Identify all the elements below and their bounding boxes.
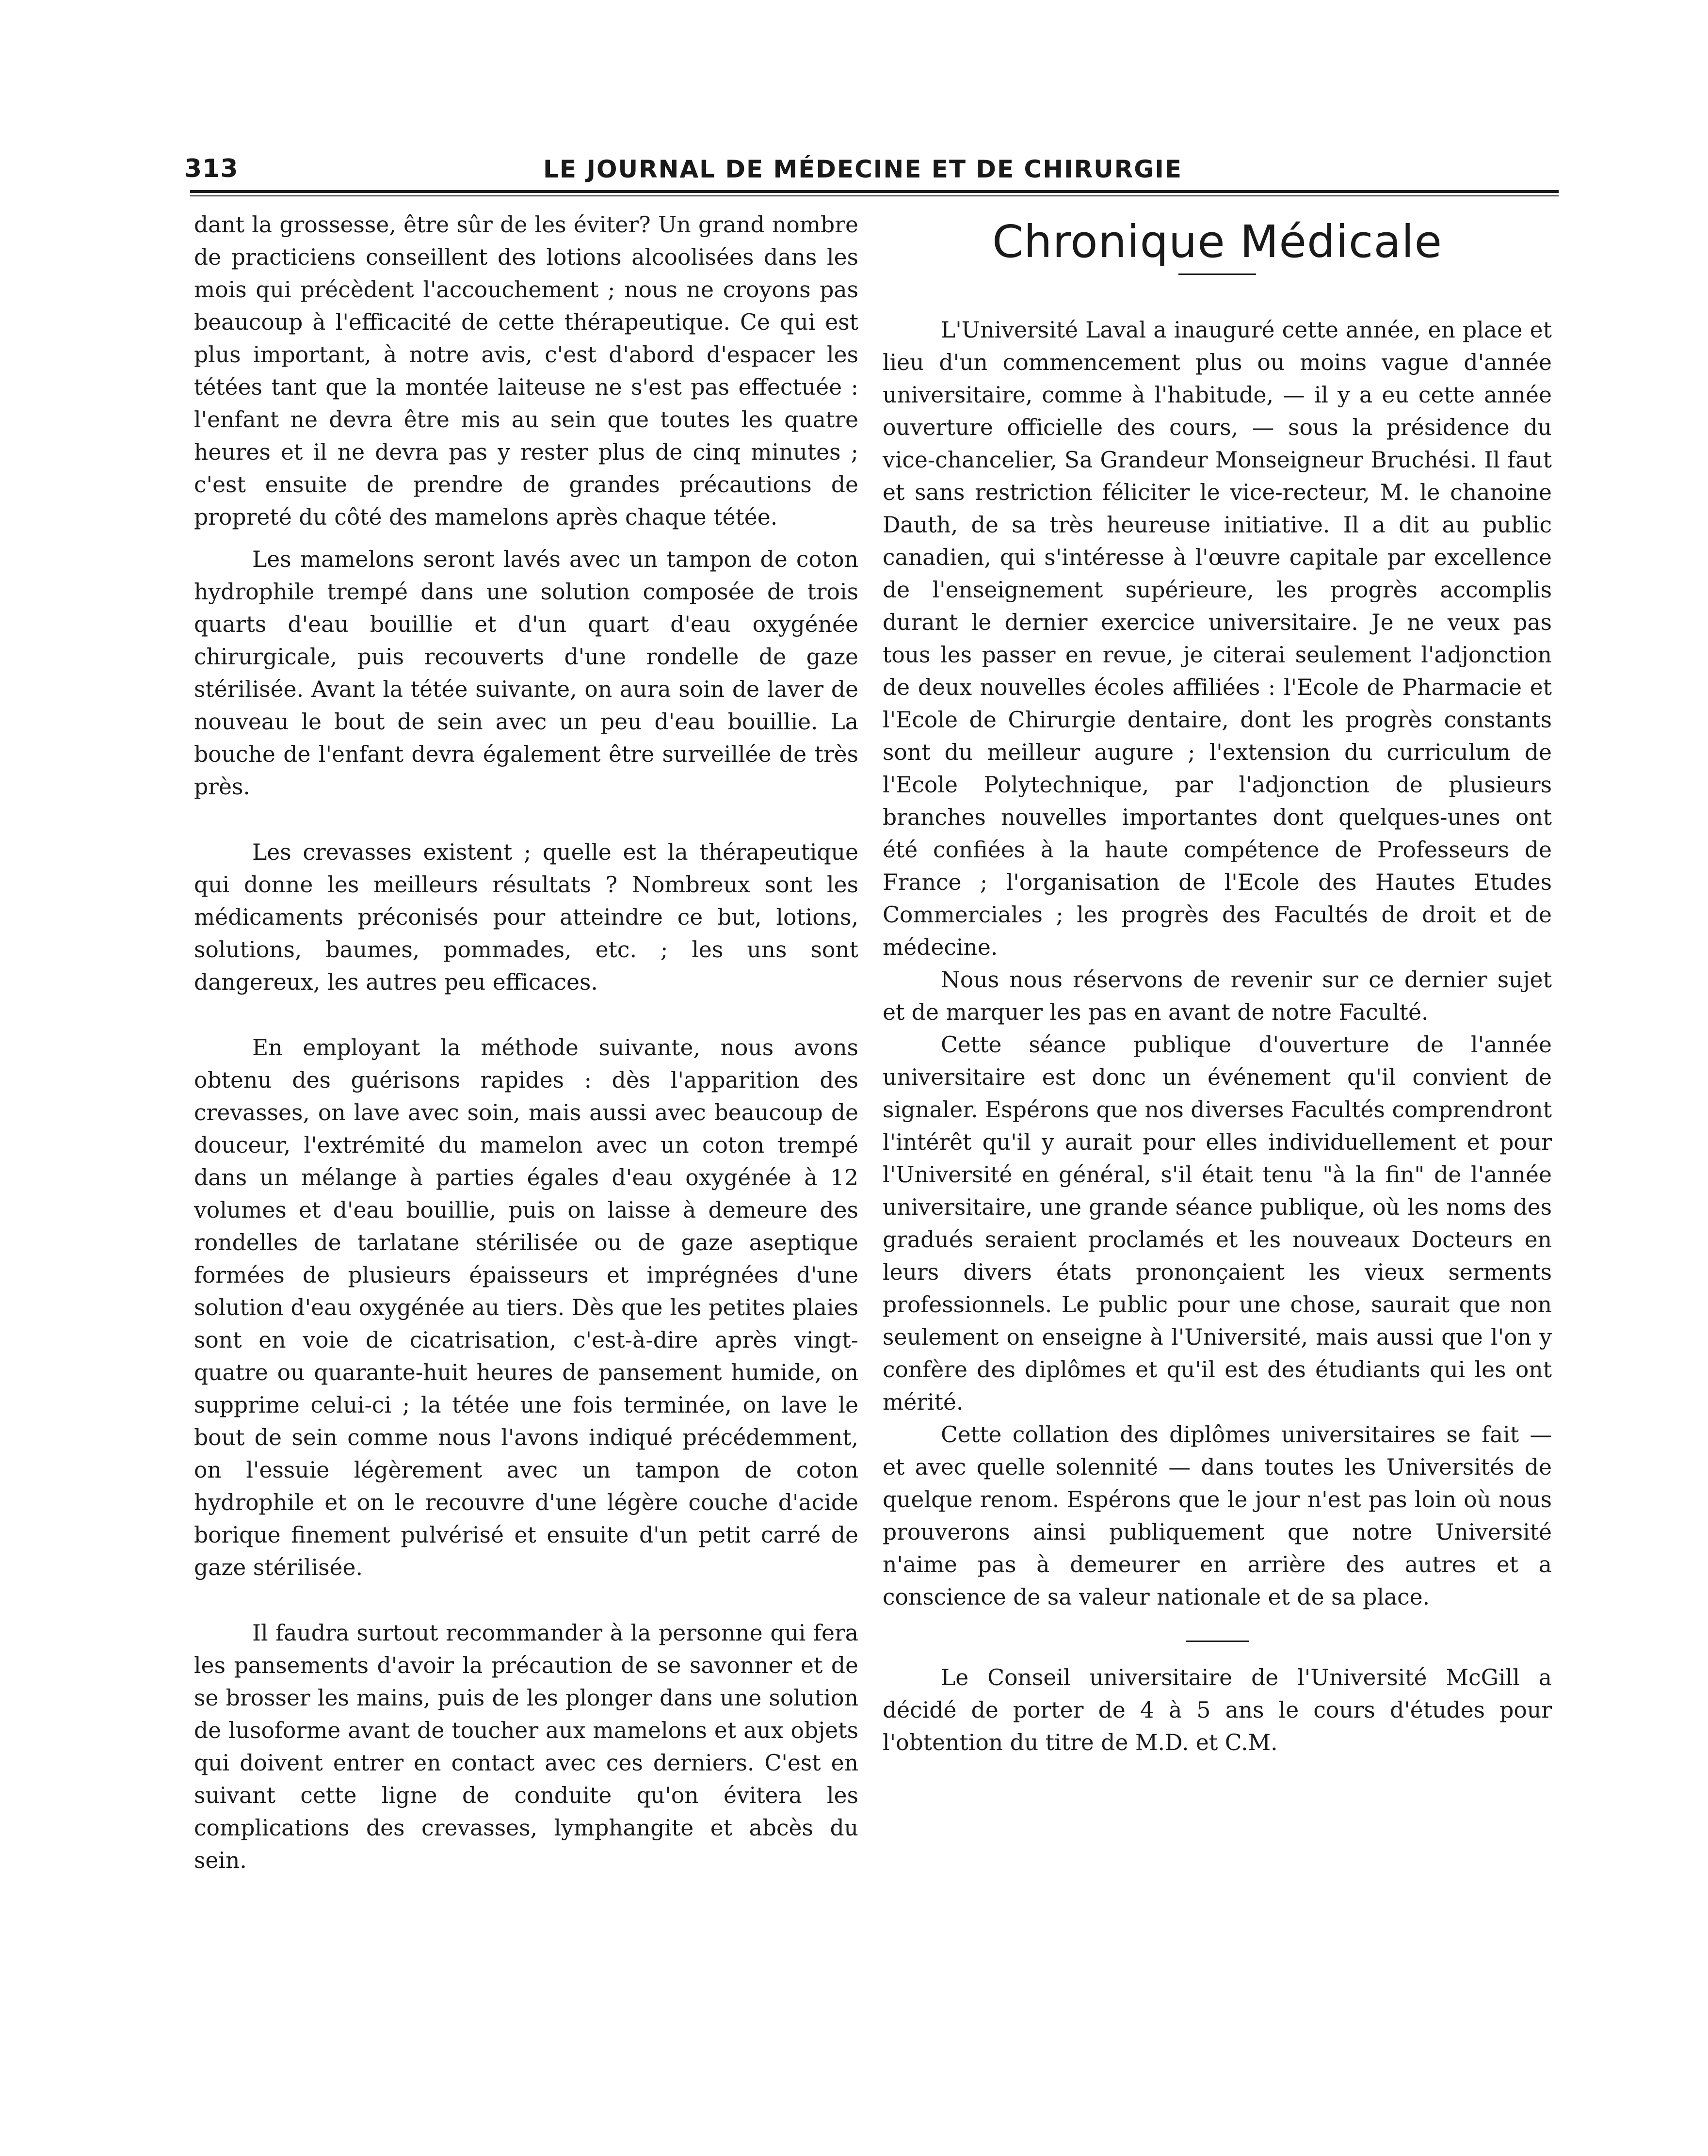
paragraph: Il faudra surtout recommander à la personne qui fera les pansements d'avoir la précaution de se savonner et de se brosser les mains, puis de les plonger dans une solution de lusoforme avant de toucher aux mamelons et aux objets qui doivent entrer en contact avec ces derniers. C'est en suivant cette ligne de conduite qu'on évitera les complications des crevasses, lymphangite et abcès du sein. <box>194 1620 858 1873</box>
left-column <box>194 209 858 1877</box>
header-rule <box>190 190 1559 193</box>
paragraph: Nous nous réservons de revenir sur ce dernier sujet et de marquer les pas en avant de notre Faculté. <box>883 967 1552 1025</box>
running-head: LE JOURNAL DE MÉDECINE ET DE CHIRURGIE <box>543 155 1183 183</box>
paragraph: L'Université Laval a inauguré cette année, en place et lieu d'un commencement plus ou moins vague d'année universitaire, comme à l'habitude, — il y a eu cette année ouverture officielle des cours, — sous la présidence du vice-chancelier, Sa Grandeur Monseigneur Bruchési. Il faut et sans restriction féliciter le vice-recteur, M. le chanoine Dauth, de sa très heureuse initiative. Il a dit au public canadien, qui s'intéresse à l'œuvre capitale par excellence de l'enseignement supérieure, les progrès accomplis durant le dernier exercice universitaire. Je ne veux pas tous les passer en revue, je citerai seulement l'adjonction de deux nouvelles écoles affiliées : l'Ecole de Pharmacie et l'Ecole de Chirurgie dentaire, dont les progrès constants sont du meilleur augure ; l'extension du curriculum de l'Ecole Polytechnique, par l'adjonction de plusieurs branches nouvelles importantes dont quelques-unes ont été confiées à la haute compétence de Professeurs de France ; l'organisation de l'Ecole des Hautes Etudes Commerciales ; les progrès des Facultés de droit et de médecine. <box>883 317 1552 960</box>
paragraph: En employant la méthode suivante, nous avons obtenu des guérisons rapides : dès l'apparition des crevasses, on lave avec soin, mais aussi avec beaucoup de douceur, l'extrémité du mamelon avec un coton trempé dans un mélange à parties égales d'eau oxygénée à 12 volumes et d'eau bouillie, puis on laisse à demeure des rondelles de tarlatane stérilisée ou de gaze aseptique formées de plusieurs épaisseurs et imprégnées d'une solution d'eau oxygénée au tiers. Dès que les petites plaies sont en voie de cicatrisation, c'est-à-dire après vingt-quatre ou quarante-huit heures de pansement humide, on supprime celui-ci ; la tétée une fois terminée, on lave le bout de sein comme nous l'avons indiqué précédemment, on l'essuie légèrement avec un tampon de coton hydrophile et on le recouvre d'une légère couche d'acide borique finement pulvérisé et ensuite d'un petit carré de gaze stérilisée. <box>194 1035 858 1580</box>
section-divider <box>1186 1641 1249 1642</box>
page-header <box>184 154 1566 188</box>
section-title: Chronique Médicale <box>992 216 1443 268</box>
header-rule-thin <box>190 195 1559 196</box>
paragraph: Cette collation des diplômes universitaires se fait — et avec quelle solennité — dans toutes les Universités de quelque renom. Espérons que le jour n'est pas loin où nous prouverons ainsi publiquement que notre Université n'aime pas à demeurer en arrière des autres et a conscience de sa valeur nationale et de sa place. <box>883 1422 1552 1610</box>
page-number: 313 <box>184 154 239 183</box>
paragraph: dant la grossesse, être sûr de les éviter? Un grand nombre de practiciens conseillent des lotions alcoolisées dans les mois qui précèdent l'accouchement ; nous ne croyons pas beaucoup à l'efficacité de cette thérapeutique. Ce qui est plus important, à notre avis, c'est d'abord d'espacer les tétées tant que la montée laiteuse ne s'est pas effectuée : l'enfant ne devra être mis au sein que toutes les quatre heures et il ne devra pas y rester plus de cinq minutes ; c'est ensuite de prendre de grandes précautions de propreté du côté des mamelons après chaque tétée. <box>194 212 858 530</box>
paragraph: Les mamelons seront lavés avec un tampon de coton hydrophile trempé dans une solution composée de trois quarts d'eau bouillie et d'un quart d'eau oxygénée chirurgicale, puis recouverts d'une rondelle de gaze stérilisée. Avant la tétée suivante, on aura soin de laver de nouveau le bout de sein avec un peu d'eau bouillie. La bouche de l'enfant devra également être surveillée de très près. <box>194 547 858 800</box>
right-column <box>883 209 1552 1759</box>
title-rule <box>1178 274 1256 275</box>
paragraph: Cette séance publique d'ouverture de l'année universitaire est donc un événement qu'il convient de signaler. Espérons que nos diverses Facultés comprendront l'intérêt qu'il y aurait pour elles individuellement et pour l'Université en général, s'il était tenu "à la fin" de l'année universitaire, une grande séance publique, où les noms des gradués seraient proclamés et les nouveaux Docteurs en leurs divers états prononçaient les vieux serments professionnels. Le public pour une chose, saurait que non seulement on enseigne à l'Université, mais aussi que l'on y confère des diplômes et qu'il est des étudiants qui les ont mérité. <box>883 1032 1552 1415</box>
paragraph: Le Conseil universitaire de l'Université McGill a décidé de porter de 4 à 5 ans le cours d'études pour l'obtention du titre de M.D. et C.M. <box>883 1665 1552 1755</box>
paragraph: Les crevasses existent ; quelle est la thérapeutique qui donne les meilleurs résultats ? Nombreux sont les médicaments préconisés pour atteindre ce but, lotions, solutions, baumes, pommades, etc. ; les uns sont dangereux, les autres peu efficaces. <box>194 839 858 995</box>
